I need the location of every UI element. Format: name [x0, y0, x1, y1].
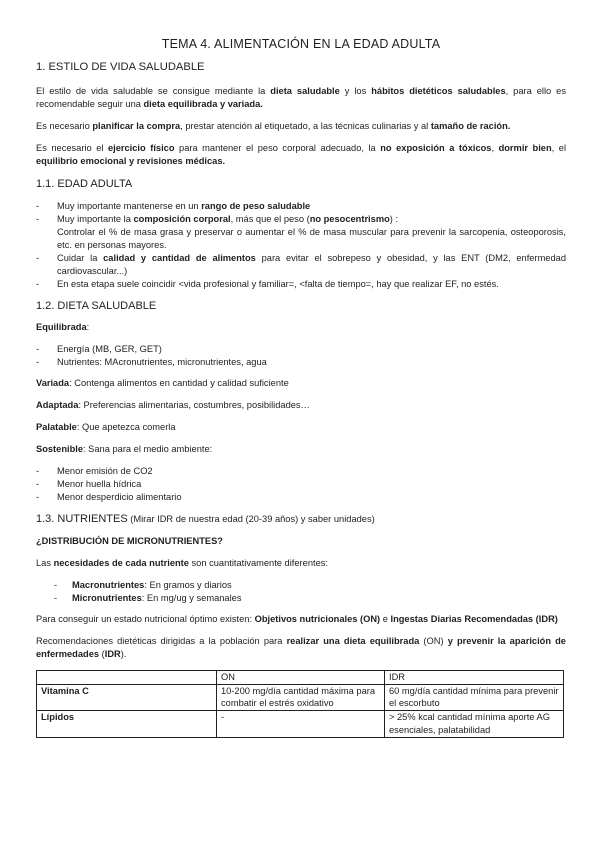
list-item: - Nutrientes: MAcronutrientes, micronutrientes, agua [36, 356, 566, 369]
table-row [37, 711, 564, 738]
section-1-2-heading: 1.2. DIETA SALUDABLE [36, 299, 157, 312]
section-1-3-heading: 1.3. NUTRIENTES (Mirar IDR de nuestra edad (20-39 años) y saber unidades) [36, 513, 375, 526]
table-cell: - [217, 711, 385, 738]
list-item: - Muy importante la composición corporal, más que el peso (no pesocentrismo) : Controlar el % de masa grasa y preservar o aumentar el % de masa muscular para prevenir la sarcopenia, osteoporosis, etc. en personas mayores. [36, 213, 566, 252]
table-cell: Vitamina C [37, 684, 217, 711]
list-item: - Energía (MB, GER, GET) [36, 343, 566, 356]
document-page [36, 36, 566, 738]
list-item: - Menor desperdicio alimentario [36, 491, 566, 504]
section-1-paragraph-2: Es necesario planificar la compra, prestar atención al etiquetado, a las técnicas culinarias y al tamaño de ración. [36, 121, 511, 132]
table-header-row [37, 670, 564, 684]
table-header-cell: ON [217, 670, 385, 684]
sostenible-list [36, 465, 566, 504]
table-header-cell: IDR [385, 670, 564, 684]
list-item: - Cuidar la calidad y cantidad de alimentos para evitar el sobrepeso y obesidad, y las ENT (DM2, enfermedad cardiovascular...) [36, 252, 566, 278]
section-1-paragraph-1: El estilo de vida saludable se consigue mediante la dieta saludable y los hábitos dietéticos saludables, para ello es recomendable seguir una dieta equilibrada y variada. [36, 86, 566, 110]
list-item: - Menor emisión de CO2 [36, 465, 566, 478]
section-1-1-heading: 1.1. EDAD ADULTA [36, 178, 133, 191]
list-item: - Muy importante mantenerse en un rango de peso saludable [36, 200, 566, 213]
nutrient-table [36, 670, 564, 738]
document-title: TEMA 4. ALIMENTACIÓN EN LA EDAD ADULTA [161, 37, 441, 51]
table-cell: Lípidos [37, 711, 217, 738]
list-item: - Menor huella hídrica [36, 478, 566, 491]
table-cell: 10-200 mg/día cantidad máxima para combatir el estrés oxidativo [217, 684, 385, 711]
adaptada-line: Adaptada: Preferencias alimentarias, costumbres, posibilidades… [36, 400, 310, 411]
section-1-3-paragraph-3: Recomendaciones dietéticas dirigidas a la población para realizar una dieta equilibrada (ON) y prevenir la aparición de enfermedades (IDR). [36, 635, 566, 659]
table-row [37, 684, 564, 711]
equilibrada-label: Equilibrada: [36, 322, 90, 333]
table-header-cell [37, 670, 217, 684]
table-cell: 60 mg/día cantidad mínima para prevenir el escorbuto [385, 684, 564, 711]
variada-line: Variada: Contenga alimentos en cantidad y calidad suficiente [36, 378, 289, 389]
section-1-3-paragraph-1: Las necesidades de cada nutriente son cuantitativamente diferentes: [36, 557, 328, 568]
section-1-3-paragraph-2: Para conseguir un estado nutricional óptimo existen: Objetivos nutricionales (ON) e Ingestas Diarias Recomendadas (IDR) [36, 613, 558, 624]
list-item: - Macronutrientes: En gramos y diarios [36, 579, 566, 592]
list-item-detail: Controlar el % de masa grasa y preservar o aumentar el % de masa muscular para prevenir la sarcopenia, osteoporosis, etc. en personas mayores. [57, 226, 566, 250]
edad-adulta-list [36, 200, 566, 291]
section-1-heading: 1. ESTILO DE VIDA SALUDABLE [36, 60, 205, 73]
nutrient-types-list [36, 579, 566, 605]
table-cell: > 25% kcal cantidad mínima aporte AG esenciales, palatabilidad [385, 711, 564, 738]
equilibrada-list [36, 343, 566, 369]
palatable-line: Palatable: Que apetezca comerla [36, 422, 176, 433]
micronutrient-question: ¿DISTRIBUCIÓN DE MICRONUTRIENTES? [36, 535, 223, 546]
section-1-paragraph-3: Es necesario el ejercicio físico para mantener el peso corporal adecuado, la no exposición a tóxicos, dormir bien, el equilibrio emocional y revisiones médicas. [36, 143, 567, 167]
sostenible-line: Sostenible: Sana para el medio ambiente: [36, 444, 213, 455]
list-item: - Micronutrientes: En mg/ug y semanales [36, 592, 566, 605]
list-item: - En esta etapa suele coincidir <vida profesional y familiar=, <falta de tiempo=, hay que realizar EF, no estés. [36, 278, 566, 291]
